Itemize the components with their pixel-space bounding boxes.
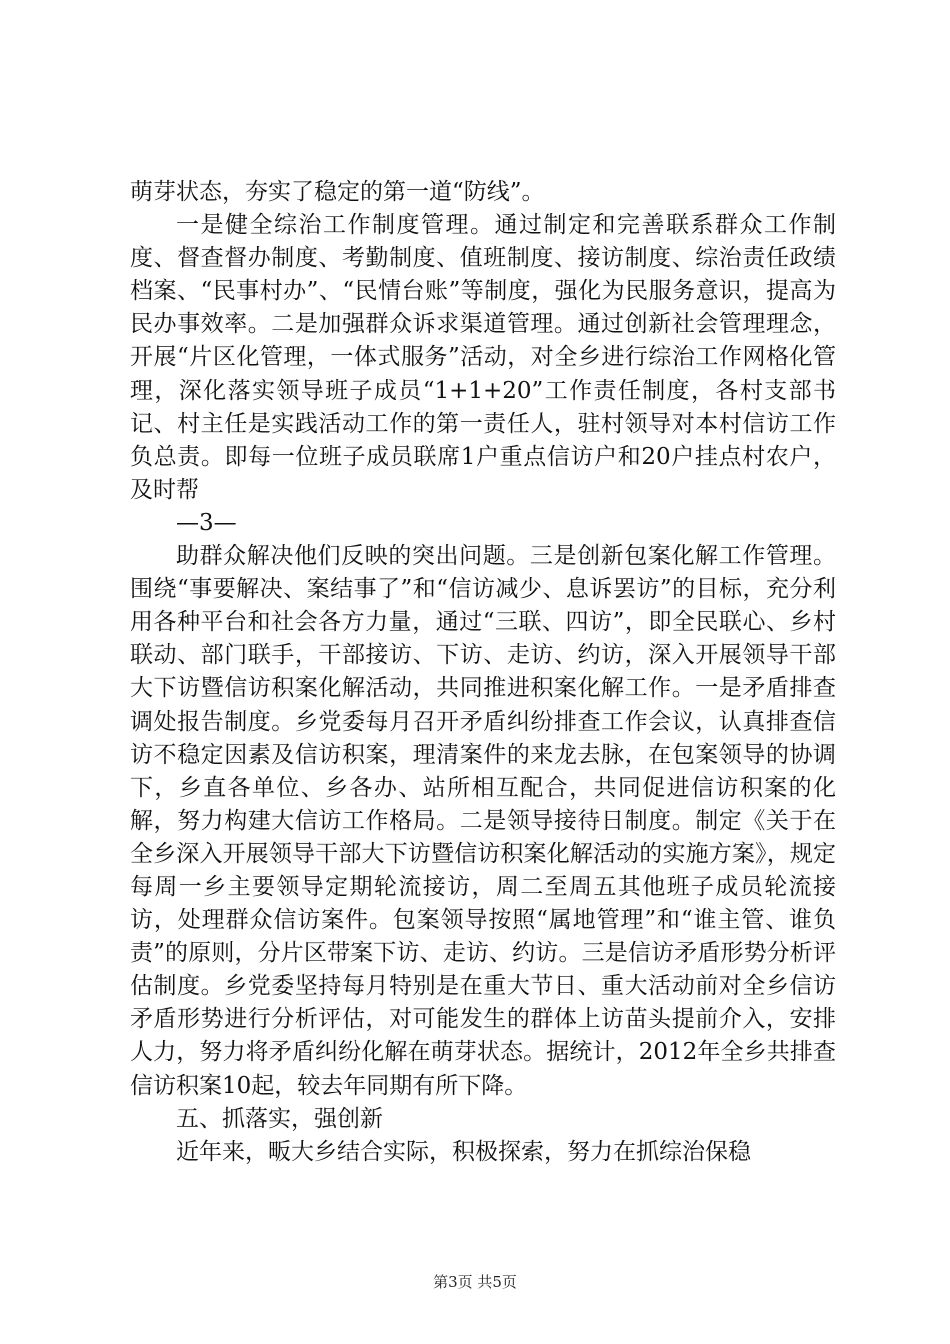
page-marker: —3— (176, 509, 237, 536)
paragraph-case-resolution: 助群众解决他们反映的突出问题。三是创新包案化解工作管理。围绕“事要解决、案结事了”和“信访减少、息诉罢访”的目标，充分利用各种平台和社会各方力量，通过“三联、四访”，即全民联心、乡村联动、部门联手，干部接访、下访、走访、约访，深入开展领导干部大下访暨信访积案化解活动，共同推进积案化解工作。一是矛盾排查调处报告制度。乡党委每月召开矛盾纠纷排查工作会议，认真排查信访不稳定因素及信访积案，理清案件的来龙去脉，在包案领导的协调下，乡直各单位、乡各办、站所相互配合，共同促进信访积案的化解，努力构建大信访工作格局。二是领导接待日制度。制定《关于在全乡深入开展领导干部大下访暨信访积案化解活动的实施方案》，规定每周一乡主要领导定期轮流接访，周二至周五其他班子成员轮流接访，处理群众信访案件。包案领导按照“属地管理”和“谁主管、谁负责”的原则，分片区带案下访、走访、约访。三是信访矛盾形势分析评估制度。乡党委坚持每月特别是在重大节日、重大活动前对全乡信访矛盾形势进行分析评估，对可能发生的群体上访苗头提前介入，安排人力，努力将矛盾纠纷化解在萌芽状态。据统计，2012年全乡共排查信访积案10起，较去年同期有所下降。 (130, 543, 836, 1099)
page-footer: 第3页 共5页 (433, 1273, 517, 1291)
paragraph-continuation: 萌芽状态，夯实了稳定的第一道“防线”。 (130, 179, 545, 205)
paragraph-innovation: 近年来，畈大乡结合实际，积极探索，努力在抓综治保稳 (176, 1138, 751, 1165)
paragraph-system-management: 一是健全综治工作制度管理。通过制定和完善联系群众工作制度、督查督办制度、考勤制度、值班制度、接访制度、综治责任政绩档案、“民事村办”、“民情台账”等制度，强化为民服务意识，提高为民办事效率。二是加强群众诉求渠道管理。通过创新社会管理理念，开展“片区化管理，一体式服务”活动，对全乡进行综治工作网格化管理，深化落实领导班子成员“1+1+20”工作责任制度，各村支部书记、村主任是实践活动工作的第一责任人，驻村领导对本村信访工作负总责。即每一位班子成员联席1户重点信访户和20户挂点村农户，及时帮 (130, 212, 836, 503)
document-body (130, 176, 836, 1169)
section-heading: 五、抓落实，强创新 (176, 1105, 383, 1132)
